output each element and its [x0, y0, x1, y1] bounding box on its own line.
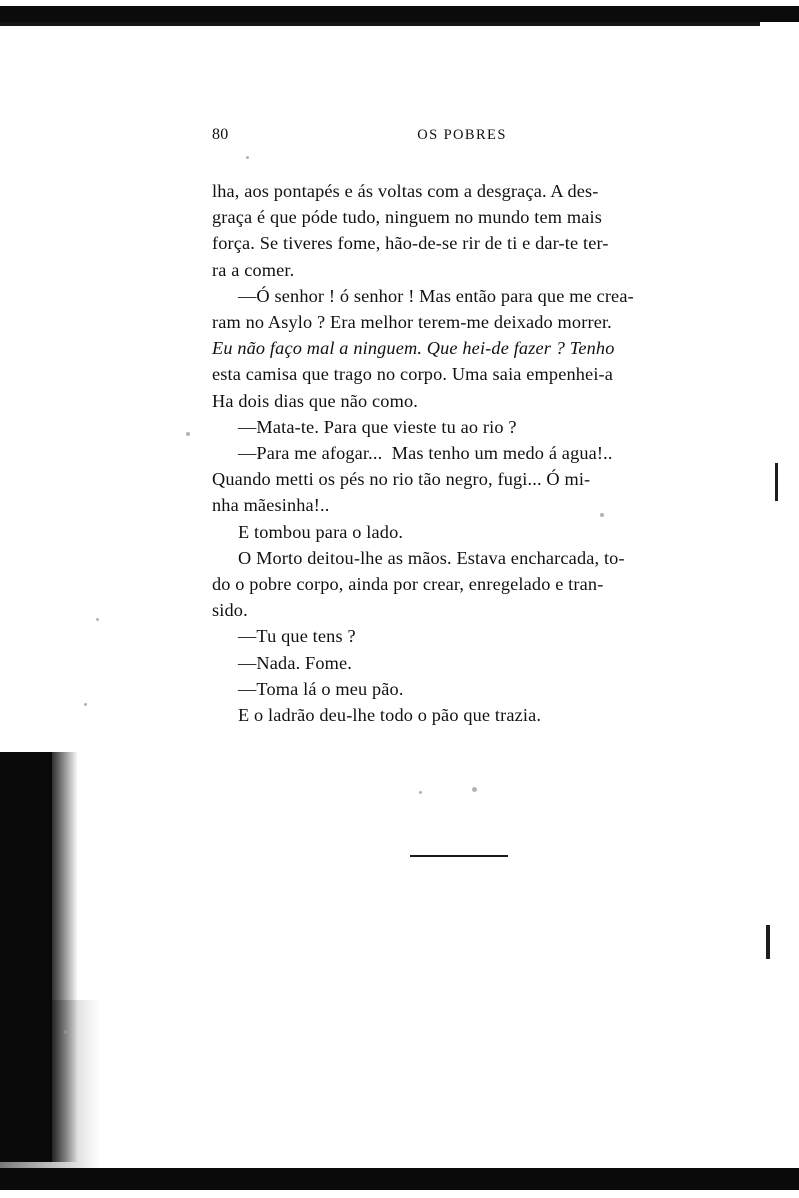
text-line: sido. — [212, 600, 248, 621]
text-line: do o pobre corpo, ainda por crear, enregelado e tran- — [212, 574, 604, 595]
text-line: lha, aos pontapés e ás voltas com a desgraça. A des- — [212, 181, 599, 201]
scan-speck — [246, 156, 249, 159]
text-line: força. Se tiveres fome, hão-de-se rir de ti e dar-te ter- — [212, 233, 609, 254]
text-line: —Para me afogar... Mas tenho um medo á agua!.. — [238, 443, 613, 464]
margin-tick-upper — [775, 463, 778, 501]
text-line: —Nada. Fome. — [238, 652, 353, 673]
text-line: E tombou para o lado. — [238, 521, 404, 542]
section-divider-rule — [410, 855, 508, 857]
text-line: ra a comer. — [212, 259, 295, 280]
text-line: esta camisa que trago no corpo. Uma saia empenhei-a — [212, 364, 614, 385]
scan-artifact-left-edge-fade-lower — [0, 1000, 100, 1170]
text-line: ram no Asylo ? Era melhor terem-me deixado morrer. — [212, 312, 612, 333]
text-line: —Ó senhor ! ó senhor ! Mas então para que me crea- — [238, 285, 634, 306]
text-line: Quando metti os pés no rio tão negro, fugi... Ó mi- — [212, 469, 591, 490]
text-line: —Toma lá o meu pão. — [238, 678, 404, 699]
margin-tick-lower — [766, 925, 770, 959]
scan-speck — [64, 1030, 68, 1034]
scan-artifact-top-edge — [0, 6, 799, 22]
text-line: Ha dois dias que não como. — [212, 390, 418, 411]
text-line: E o ladrão deu-lhe todo o pão que trazia. — [238, 705, 542, 726]
page-number: 80 — [212, 126, 229, 143]
scan-speck — [472, 787, 477, 792]
scan-speck — [96, 618, 99, 621]
scan-speck — [186, 432, 190, 436]
scan-speck — [419, 791, 422, 794]
text-line: —Mata-te. Para que vieste tu ao rio ? — [238, 416, 517, 437]
text-line: nha mãesinha!.. — [212, 495, 330, 516]
running-head — [212, 126, 712, 146]
scan-artifact-bottom-edge — [0, 1168, 799, 1190]
text-line: —Tu que tens ? — [238, 626, 356, 647]
page-body-text — [212, 178, 720, 728]
scan-speck — [84, 703, 87, 706]
running-title: OS POBRES — [417, 127, 507, 143]
text-line: Eu não faço mal a ninguem. Que hei-de fazer ? Tenho — [212, 338, 615, 359]
text-line: graça é que póde tudo, ninguem no mundo tem mais — [212, 207, 602, 228]
text-line: O Morto deitou-lhe as mãos. Estava encharcada, to- — [238, 547, 625, 568]
